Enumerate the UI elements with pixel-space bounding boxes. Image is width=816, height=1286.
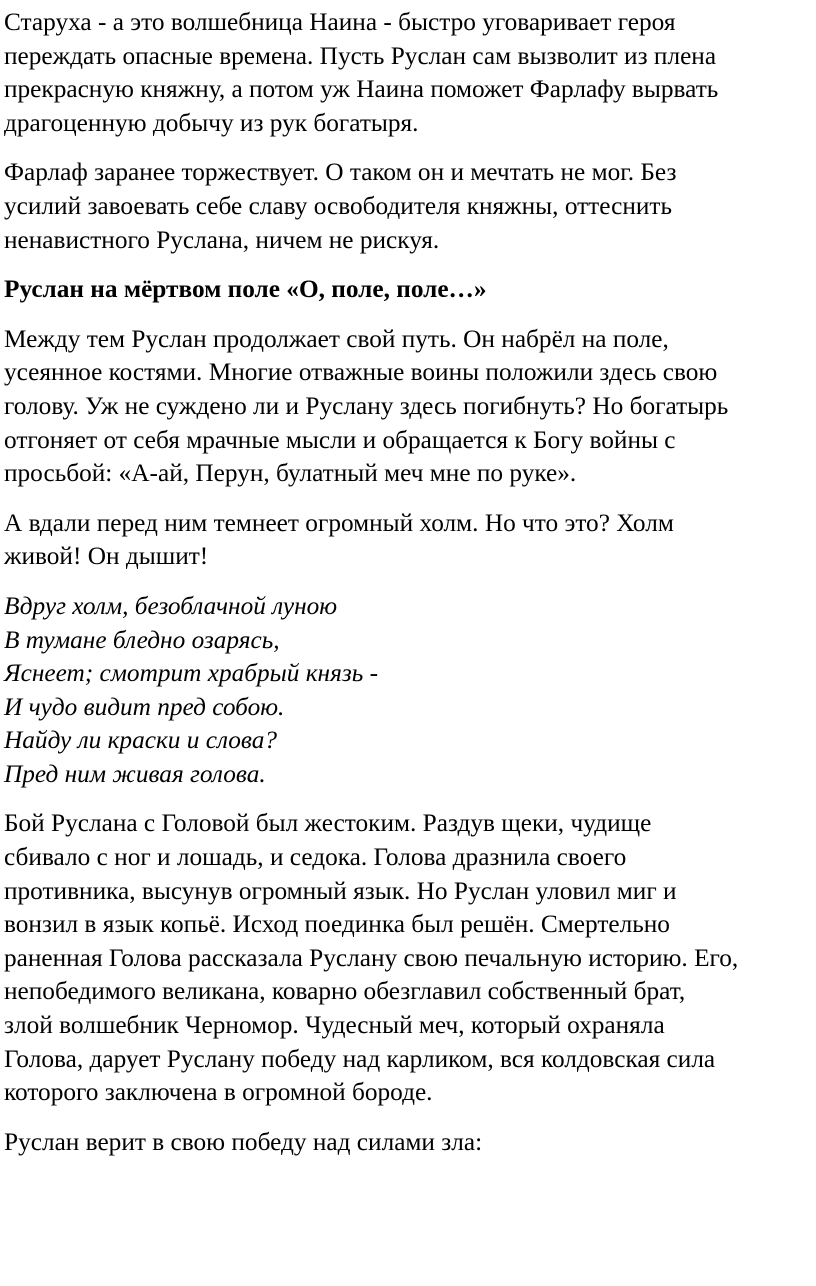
text-line: ненавистного Руслана, ничем не рискуя. <box>4 225 440 254</box>
text-line: усеянное костями. Многие отважные воины положили здесь свою <box>4 358 718 387</box>
text-line: усилий завоевать себе славу освободителя княжны, оттеснить <box>4 191 672 220</box>
paragraph-belief <box>4 1126 814 1160</box>
text-line: отгоняет от себя мрачные мысли и обращается к Богу войны с <box>4 425 676 454</box>
poem-line: Вдруг холм, безоблачной луною <box>4 591 338 620</box>
text-line: Бой Руслана с Головой был жестоким. Раздув щеки, чудище <box>4 809 652 838</box>
text-line: Голова, дарует Руслану победу над карликом, вся колдовская сила <box>4 1044 716 1073</box>
text-line: которого заключена в огромной бороде. <box>4 1078 433 1107</box>
poem-quote <box>4 590 814 792</box>
text-line: просьбой: «А-ай, Перун, булатный меч мне по руке». <box>4 459 577 488</box>
text-line: Руслан верит в свою победу над силами зла: <box>4 1127 483 1156</box>
text-line: вонзил в язык копьё. Исход поединка был решён. Смертельно <box>4 910 670 939</box>
poem-line: Пред ним живая голова. <box>4 759 266 788</box>
text-line: Между тем Руслан продолжает свой путь. Он набрёл на поле, <box>4 324 669 353</box>
paragraph-dead-field <box>4 323 814 491</box>
poem-line: В тумане бледно озарясь, <box>4 625 280 654</box>
text-line: живой! Он дышит! <box>4 542 209 571</box>
text-line: Фарлаф заранее торжествует. О таком он и мечтать не мог. Без <box>4 158 677 187</box>
section-heading <box>4 273 814 307</box>
poem-line: И чудо видит пред собою. <box>4 692 285 721</box>
text-line: переждать опасные времена. Пусть Руслан сам вызволит из плена <box>4 41 717 70</box>
text-line: злой волшебник Черномор. Чудесный меч, который охраняла <box>4 1011 665 1040</box>
text-line: раненная Голова рассказала Руслану свою печальную историю. Его, <box>4 943 739 972</box>
paragraph-battle <box>4 807 814 1109</box>
text-line: противника, высунув огромный язык. Но Руслан уловил миг и <box>4 876 677 905</box>
text-line: голову. Уж не суждено ли и Руслану здесь погибнуть? Но богатырь <box>4 391 729 420</box>
text-line: сбивало с ног и лошадь, и седока. Голова дразнила своего <box>4 843 627 872</box>
text-line: Старуха - а это волшебница Наина - быстро уговаривает героя <box>4 8 676 36</box>
text-line: прекрасную княжну, а потом уж Наина поможет Фарлафу вырвать <box>4 75 719 104</box>
text-line: непобедимого великана, коварно обезглавил собственный брат, <box>4 977 686 1006</box>
heading-text: Руслан на мёртвом поле «О, поле, поле…» <box>4 275 487 304</box>
paragraph-naina <box>4 6 814 140</box>
poem-line: Найду ли краски и слова? <box>4 726 278 755</box>
paragraph-hill <box>4 507 814 574</box>
poem-line: Яснеет; смотрит храбрый князь - <box>4 659 378 688</box>
text-line: драгоценную добычу из рук богатыря. <box>4 108 419 137</box>
text-line: А вдали перед ним темнеет огромный холм. Но что это? Холм <box>4 508 674 537</box>
document-page <box>4 6 814 1175</box>
paragraph-farlaf <box>4 156 814 257</box>
